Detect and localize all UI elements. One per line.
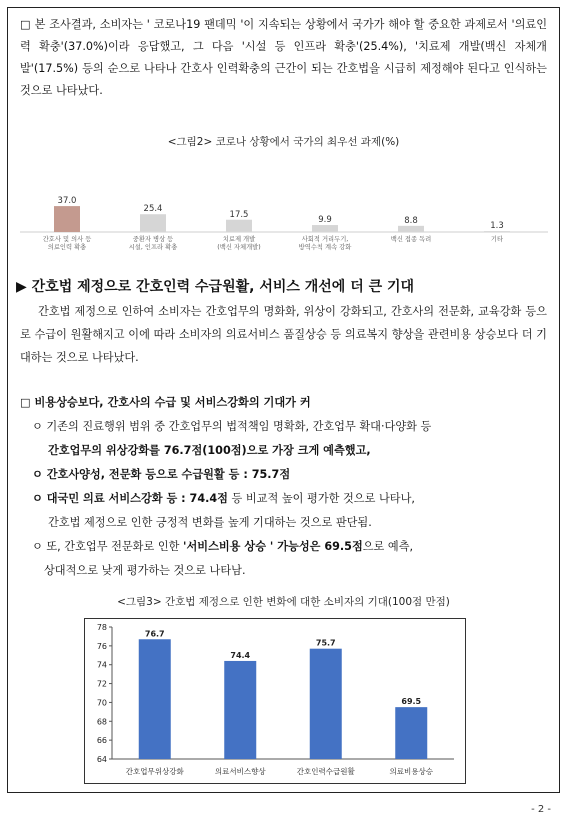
bullet4-bold: '서비스비용 상승 ' 가능성은 69.5점: [183, 540, 363, 553]
bullet3-bold: ㅇ 대국민 의료 서비스강화 등 : 74.4점: [32, 492, 228, 505]
figure3-value-label: 75.7: [315, 638, 336, 648]
figure3-y-tick-label: 74: [96, 660, 107, 670]
bullet1-line1: ㅇ 기존의 진료행위 범위 중 간호업무의 법적책임 명확화, 간호업무 확대·다양화 등: [32, 420, 432, 433]
figure3-bar: [224, 661, 256, 759]
figure2-category-label: 시설, 인프라 확충: [128, 244, 178, 251]
figure3-y-tick-label: 66: [96, 736, 107, 746]
figure2-category-label: 사회적 거리두기,: [301, 236, 349, 243]
figure3-value-label: 69.5: [401, 697, 422, 707]
figure2-category-label: 치료제 개발: [222, 236, 256, 243]
bullet4-post: 으로 예측,: [362, 540, 414, 553]
figure2-category-label: 간호사 및 의사 등: [42, 236, 92, 243]
figure2-category-label: 의료인력 확충: [47, 244, 87, 251]
figure3-y-tick-label: 76: [96, 641, 107, 651]
figure3-bar: [139, 639, 171, 759]
figure2-category-label: (백신 자체개발): [217, 244, 261, 251]
figure2-value-label: 25.4: [143, 204, 163, 215]
figure2-category-label: 기타: [490, 236, 504, 243]
figure3-category-label: 의료비용상승: [389, 767, 433, 776]
section-paragraph: 간호법 제정으로 인하여 소비자는 간호업무의 명화화, 위상이 강화되고, 간호사의 전문화, 교육강화 등으로 수급이 원활해지고 이에 따라 소비자의 의료서비스 품질상승 등 의료복지 향상을 관련비용 상승보다 더 기대하는 것으로 나타났다.: [20, 305, 547, 364]
figure3-category-label: 간호인력수급원활: [296, 767, 355, 776]
figure2-value-label: 9.9: [318, 215, 332, 226]
section-heading: ▶ 간호법 제정으로 간호인력 수급원활, 서비스 개선에 더 큰 기대: [16, 279, 415, 295]
figure3-y-tick-label: 78: [96, 623, 107, 632]
subheading: □ 비용상승보다, 간호사의 수급 및 서비스강화의 기대가 커: [20, 396, 311, 409]
figure3-category-label: 의료서비스향상: [214, 767, 266, 776]
figure3-y-tick-label: 64: [96, 755, 107, 764]
figure3-bar: [395, 707, 427, 759]
figure2-bar: [54, 206, 80, 232]
figure3-y-tick-label: 68: [96, 717, 107, 727]
figure2-bar: [226, 220, 252, 232]
bullet4-line1: [32, 538, 413, 554]
figure2-category-label: 백신 접종 독려: [390, 236, 432, 243]
bullet4-line2: 상대적으로 낮게 평가하는 것으로 나타남.: [44, 564, 246, 577]
figure3-y-tick-label: 70: [96, 698, 107, 708]
figure3-value-label: 76.7: [144, 629, 165, 639]
bullet4-pre: ㅇ 또, 간호업무 전문화로 인한: [32, 540, 184, 553]
figure2-bar: [398, 226, 424, 232]
figure2-bar: [312, 225, 338, 232]
figure3-caption: <그림3> 간호법 제정으로 인한 변화에 대한 소비자의 기대(100점 만점): [117, 596, 450, 608]
figure2-category-label: 방역수칙 계속 강화: [298, 244, 352, 251]
figure3-category-label: 간호업무위상강화: [125, 767, 184, 776]
figure2-chart: [20, 188, 548, 256]
figure3-value-label: 74.4: [230, 650, 251, 660]
bullet3-rest: 등 비교적 높이 평가한 것으로 나타나,: [227, 492, 415, 505]
page-number: - 2 -: [531, 804, 551, 815]
figure2-value-label: 17.5: [229, 209, 249, 220]
figure2-caption: <그림2> 코로나 상황에서 국가의 최우선 과제(%): [167, 136, 400, 148]
figure2-category-label: 중환자 병상 등: [132, 236, 174, 243]
figure2-bar: [140, 214, 166, 232]
figure3-bar: [310, 649, 342, 759]
figure2-value-label: 8.8: [404, 215, 418, 226]
figure3-y-tick-label: 72: [96, 679, 107, 689]
bullet2: ㅇ 간호사양성, 전문화 등으로 수급원활 등 : 75.7점: [32, 468, 291, 481]
intro-paragraph: □ 본 조사결과, 소비자는 ' 코로나19 팬데믹 '이 지속되는 상황에서 국가가 해야 할 중요한 과제로서 '의료인력 확충'(37.0%)이라 응답했고, 그 다음 '시설 등 인프라 확충'(25.4%), '치료제 개발(백신 자체개발'(17.5%) 등의 순으로 나타나 간호사 인력확충의 근간이 되는 간호법을 시급히 제정해야 된다고 인식하는 것으로 나타났다.: [20, 18, 547, 97]
bullet1-line2: 간호업무의 위상강화를 76.7점(100점)으로 가장 크게 예측했고,: [48, 444, 371, 457]
figure2-value-label: 1.3: [490, 221, 504, 232]
figure3-chart: [84, 618, 466, 784]
figure2-bar: [484, 231, 510, 232]
bullet3-line1: [32, 490, 415, 506]
figure2-value-label: 37.0: [57, 196, 77, 207]
bullet3-line2: 간호법 제정으로 인한 긍정적 변화를 높게 기대하는 것으로 판단됨.: [48, 516, 372, 529]
